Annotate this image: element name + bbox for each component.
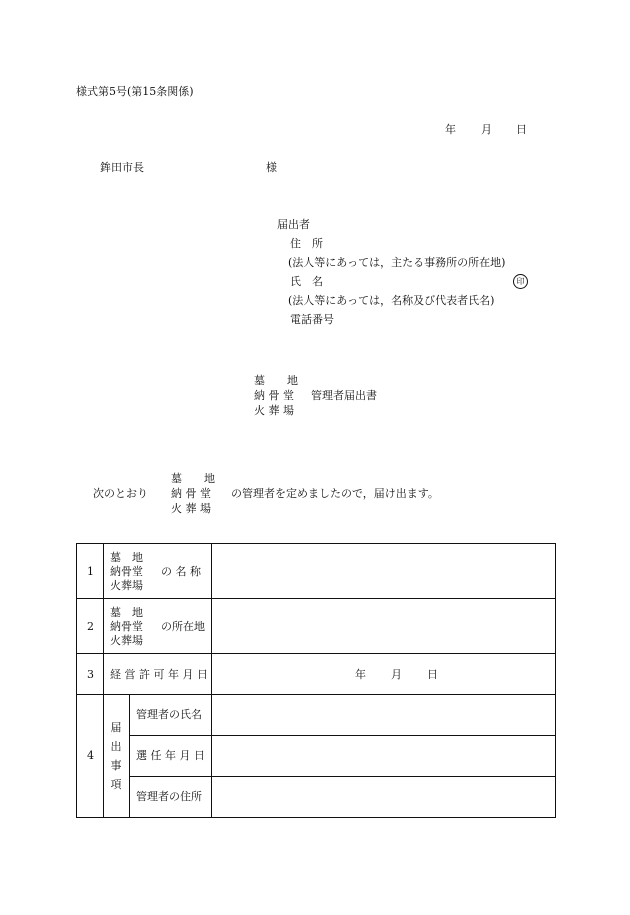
- item-manager-address: 管理者の住所: [136, 790, 202, 803]
- group-label-char: 項: [110, 778, 122, 791]
- row-label: の所在地: [161, 620, 205, 633]
- permit-date-month: 月: [391, 668, 402, 681]
- row-label: の 名 称: [161, 565, 201, 578]
- date-day: 日: [516, 123, 527, 136]
- title-option-crematorium: 火 葬 場: [254, 404, 294, 417]
- body-prefix: 次のとおり: [93, 487, 148, 500]
- seal-mark: 印: [513, 274, 528, 289]
- addressee-honorific: 様: [266, 161, 277, 174]
- address-note: (法人等にあっては，主たる事務所の所在地): [288, 256, 506, 269]
- manager-address-field[interactable]: [212, 777, 555, 817]
- permit-date-year: 年: [355, 668, 366, 681]
- row-number: 3: [87, 668, 94, 681]
- appointment-date-field[interactable]: [212, 736, 555, 776]
- row-number: 1: [87, 565, 94, 578]
- group-label: [110, 718, 122, 794]
- group-label-char: 届: [110, 721, 122, 734]
- body-option-cemetery: 墓 地: [171, 472, 215, 485]
- group-label-char: 事: [110, 759, 122, 772]
- body-option-ossuary: 納 骨 堂: [171, 487, 211, 500]
- row-option-ossuary: 納骨堂: [110, 620, 143, 633]
- title-suffix: 管理者届出書: [311, 389, 377, 402]
- row-option-cemetery: 墓 地: [110, 551, 143, 564]
- group-label-char: 出: [110, 740, 122, 753]
- row-number: 4: [87, 749, 94, 762]
- name-label: 氏 名: [290, 275, 323, 288]
- item-manager-name: 管理者の氏名: [136, 708, 202, 721]
- permit-date-day: 日: [427, 668, 438, 681]
- facility-location-field[interactable]: [212, 599, 555, 653]
- manager-name-field[interactable]: [212, 695, 555, 735]
- body-suffix: の管理者を定めましたので，届け出ます。: [231, 487, 439, 500]
- row-option-crematorium: 火葬場: [110, 634, 143, 647]
- row-option-cemetery: 墓 地: [110, 606, 143, 619]
- row-number: 2: [87, 620, 94, 633]
- phone-label: 電話番号: [290, 313, 334, 326]
- notifier-title: 届出者: [277, 218, 310, 231]
- details-table: [76, 543, 556, 817]
- name-note: (法人等にあっては，名称及び代表者氏名): [288, 294, 495, 307]
- row-option-crematorium: 火葬場: [110, 579, 143, 592]
- title-option-ossuary: 納 骨 堂: [254, 389, 294, 402]
- form-number: 様式第5号(第15条関係): [76, 85, 194, 98]
- date-year: 年: [445, 123, 456, 136]
- body-option-crematorium: 火 葬 場: [171, 502, 211, 515]
- date-month: 月: [481, 123, 492, 136]
- address-label: 住 所: [290, 237, 323, 250]
- row-option-ossuary: 納骨堂: [110, 565, 143, 578]
- addressee: 鉾田市長: [100, 161, 144, 174]
- row-label: 経 営 許 可 年 月 日: [110, 668, 208, 681]
- facility-name-field[interactable]: [212, 544, 555, 598]
- item-appointment-date: 選 任 年 月 日: [136, 749, 205, 762]
- title-option-cemetery: 墓 地: [254, 374, 298, 387]
